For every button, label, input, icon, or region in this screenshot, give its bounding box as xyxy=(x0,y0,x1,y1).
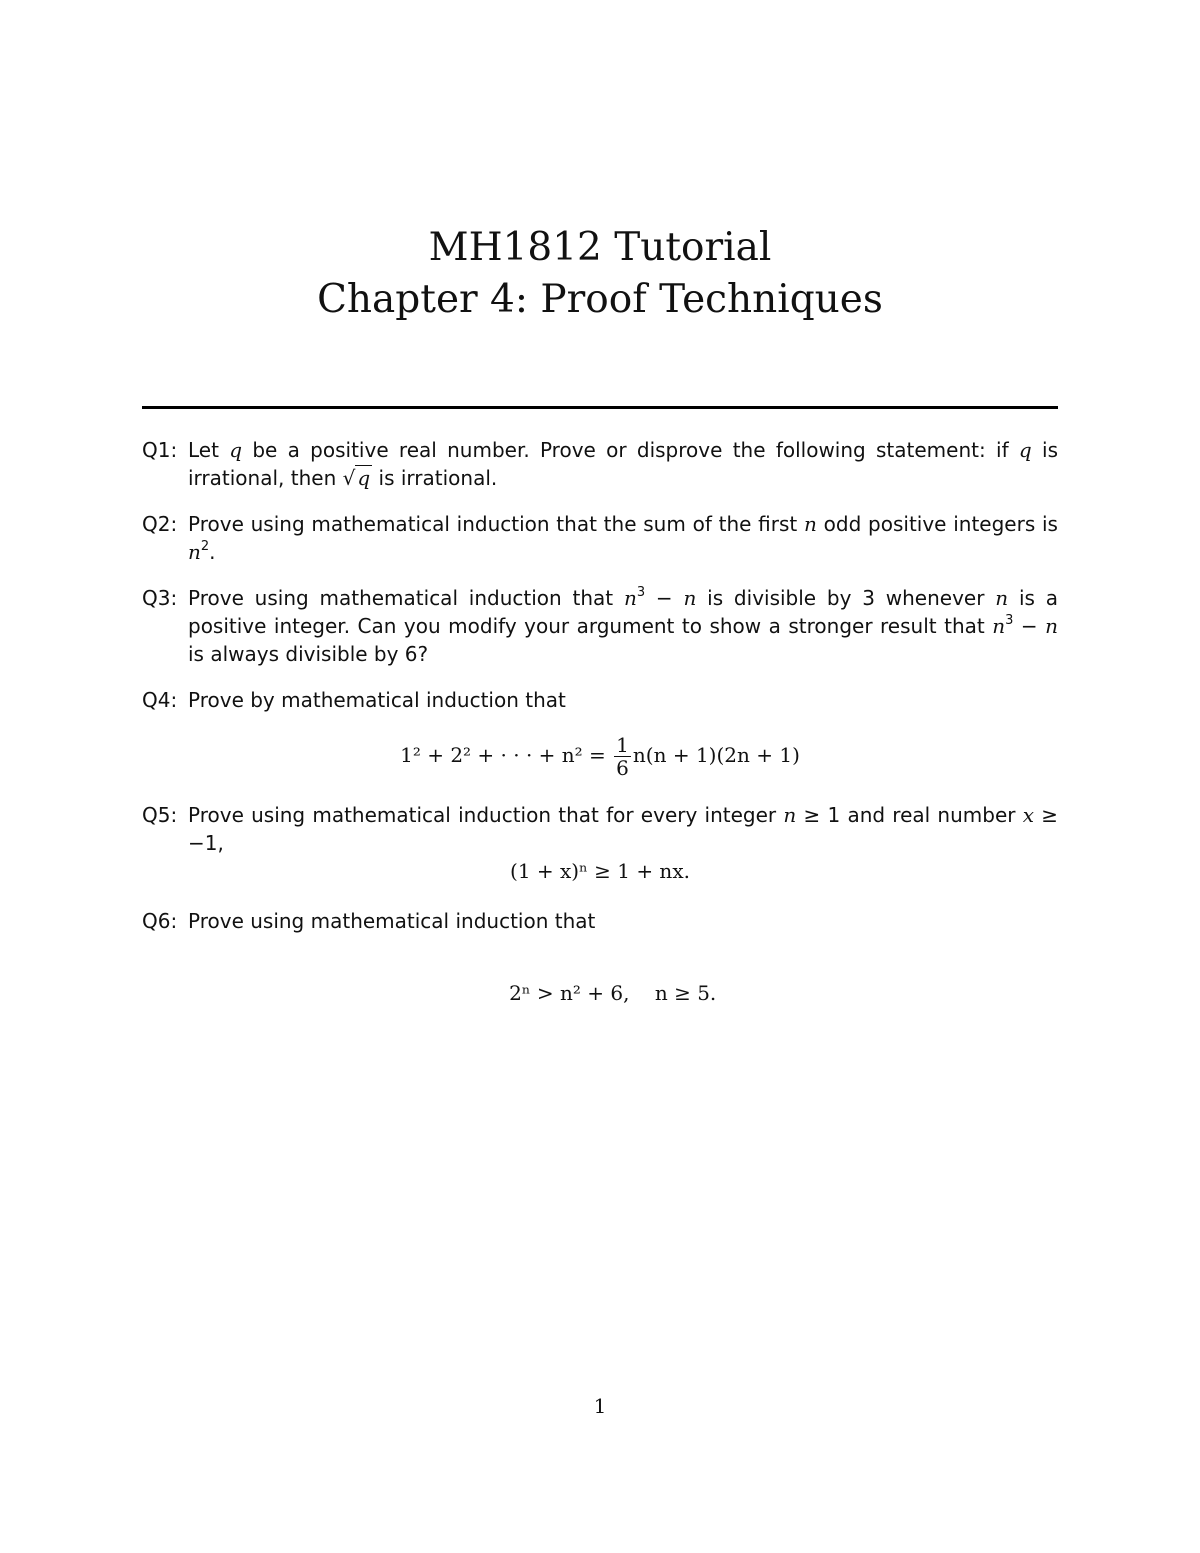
question-1: Q1: Let q be a positive real number. Prove or disprove the following statement: if q is irrational, then √ q is irrational. xyxy=(142,438,1058,490)
question-3: Q3: Prove using mathematical induction that $n^3 - n$ is divisible by 3 whenever n is a positive integer. Can you modify your argument to show a stronger result that $n^3 - n$ is always divisible by 6? xyxy=(142,585,1058,666)
question-4: Q4: Prove by mathematical induction that xyxy=(142,688,566,712)
title-block xyxy=(0,222,1200,326)
question-label: Q3: xyxy=(142,586,178,610)
question-6: Q6: Prove using mathematical induction that xyxy=(142,909,596,933)
question-5-formula: (1 + x)ⁿ ≥ 1 + nx. xyxy=(510,859,690,883)
question-5: Q5: Prove using mathematical induction that for every integer n ≥ 1 and real number x ≥ −1, xyxy=(142,803,1058,855)
question-list xyxy=(142,436,1058,1035)
question-2: Q2: Prove using mathematical induction that the sum of the first n odd positive integers is $n^2$. xyxy=(142,512,1058,564)
question-label: Q5: xyxy=(142,803,178,827)
question-label: Q4: xyxy=(142,688,178,712)
document-title: MH1812 Tutorial xyxy=(428,225,772,270)
fraction: $\frac{1}{6}$ xyxy=(616,733,629,780)
question-label: Q1: xyxy=(142,438,178,462)
horizontal-rule xyxy=(142,406,1058,409)
question-label: Q2: xyxy=(142,512,178,536)
question-6-formula: 2ⁿ > n² + 6, n ≥ 5. xyxy=(509,981,717,1005)
page-number: 1 xyxy=(593,1394,607,1418)
chapter-title: Chapter 4: Proof Techniques xyxy=(317,277,883,322)
square-root: √ q xyxy=(342,466,371,490)
question-4-formula: 1² + 2² + · · · + n² = $\frac{1}{6}$ n(n + 1)(2n + 1) xyxy=(400,733,800,780)
question-label: Q6: xyxy=(142,909,178,933)
